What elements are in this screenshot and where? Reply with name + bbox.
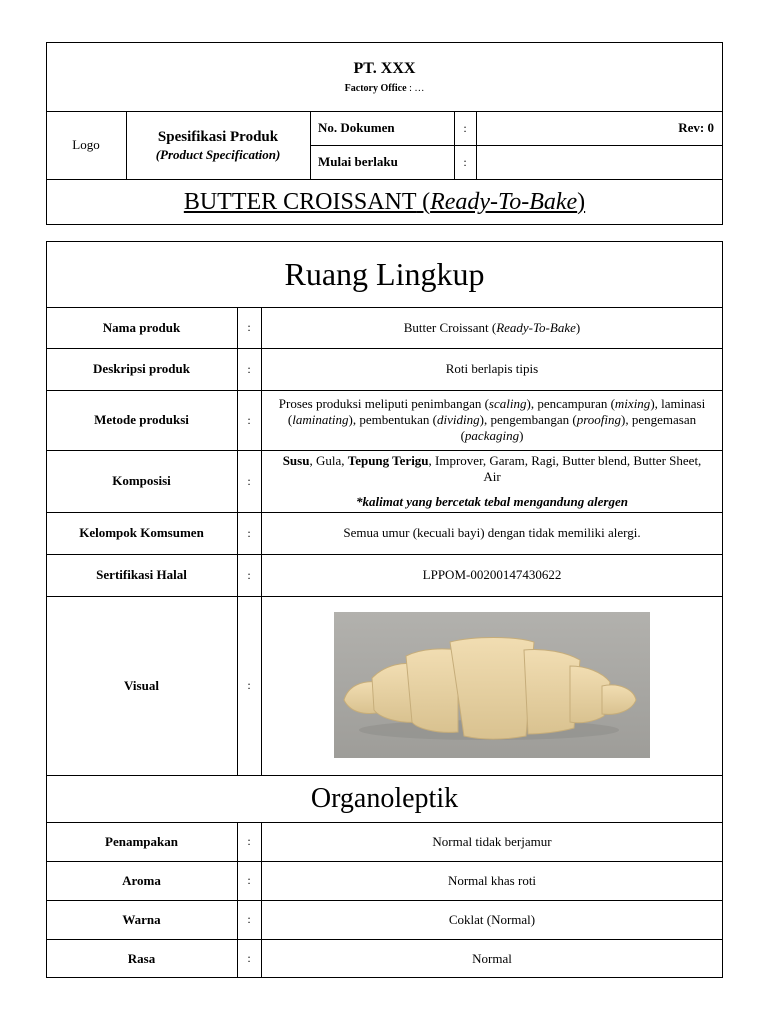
effective-date-label: Mulai berlaku (318, 154, 398, 169)
production-method-colon: : (247, 412, 251, 427)
halal-cert-colon: : (247, 567, 251, 582)
doc-title: Spesifikasi Produk (157, 128, 279, 145)
product-description-value: Roti berlapis tipis (445, 361, 539, 376)
doc-number-colon: : (463, 120, 467, 135)
visual-colon: : (247, 678, 251, 692)
logo-placeholder: Logo (72, 137, 100, 152)
consumer-group-label: Kelompok Komsumen (79, 525, 204, 540)
doc-title-en: (Product Specification) (155, 147, 281, 162)
product-title-name: BUTTER CROISSANT (183, 189, 417, 215)
product-title: BUTTER CROISSANT (Ready-To-Bake) (183, 189, 586, 215)
color-label: Warna (122, 911, 161, 927)
product-description-colon: : (247, 361, 251, 376)
doc-number-label: No. Dokumen (318, 120, 395, 135)
company-name: PT. XXX (353, 60, 416, 77)
product-name-label: Nama produk (102, 319, 181, 335)
color-colon: : (247, 912, 251, 926)
taste-label: Rasa (127, 950, 156, 966)
halal-cert-value: LPPOM-00200147430622 (422, 567, 562, 582)
production-method-label: Metode produksi (94, 412, 189, 427)
product-title-type: Ready-To-Bake (430, 189, 578, 215)
taste-colon: : (247, 951, 251, 965)
factory-office-value: : … (409, 82, 425, 94)
appearance-value: Normal tidak berjamur (432, 833, 552, 849)
product-name-colon: : (247, 320, 251, 334)
consumer-group-colon: : (247, 525, 251, 540)
allergen-note: *kalimat yang bercetak tebal mengandung alergen (356, 494, 628, 509)
appearance-colon: : (247, 834, 251, 848)
croissant-photo (334, 612, 650, 758)
composition-colon: : (247, 473, 251, 488)
composition-label: Komposisi (112, 473, 171, 488)
aroma-colon: : (247, 873, 251, 887)
effective-date-colon: : (463, 154, 467, 169)
appearance-label: Penampakan (105, 833, 178, 849)
visual-label: Visual (124, 677, 159, 693)
product-description-label: Deskripsi produk (93, 361, 190, 376)
product-name-value: Butter Croissant (Ready-To-Bake) (403, 319, 581, 335)
consumer-group-value: Semua umur (kecuali bayi) dengan tidak memiliki alergi. (343, 525, 641, 540)
scope-heading: Ruang Lingkup (284, 255, 485, 292)
factory-office-label: Factory Office (344, 82, 407, 94)
factory-office (46, 80, 723, 96)
aroma-value: Normal khas roti (447, 872, 537, 888)
composition-value: Susu, Gula, Tepung Terigu, Improver, Garam, Ragi, Butter blend, Butter Sheet, Air *kalimat yang bercetak tebal mengandung alergen (282, 453, 702, 509)
taste-value: Normal (472, 950, 512, 966)
production-method-value: Proses produksi meliputi penimbangan (scaling), pencampuran (mixing), laminasi (laminating), pembentukan (dividing), pengembangan (proofing), pengemasan (packaging) (278, 396, 706, 443)
aroma-label: Aroma (122, 872, 161, 888)
organoleptic-heading: Organoleptik (310, 782, 459, 814)
revision: Rev: 0 (678, 120, 714, 135)
color-value: Coklat (Normal) (448, 911, 536, 927)
halal-cert-label: Sertifikasi Halal (96, 567, 187, 582)
